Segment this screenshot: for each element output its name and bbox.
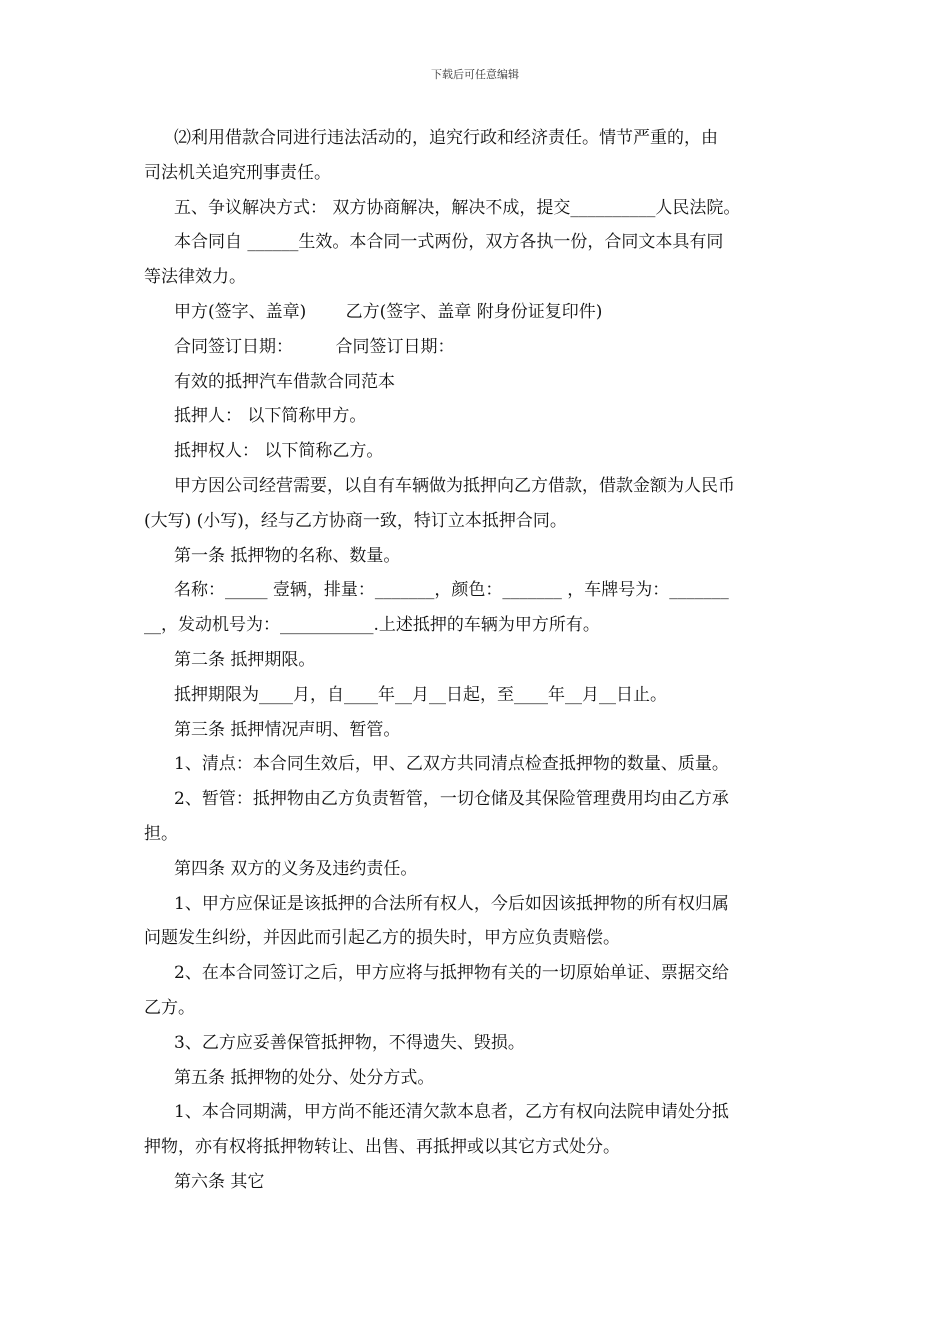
text-line: 第一条 抵押物的名称、数量。	[174, 545, 401, 566]
text-line: 第二条 抵押期限。	[174, 649, 316, 670]
text-line: 第五条 抵押物的处分、处分方式。	[174, 1067, 435, 1088]
text-line: 第六条 其它	[174, 1171, 265, 1192]
text-line: __，发动机号为：___________.上述抵押的车辆为甲方所有。	[144, 615, 600, 636]
text-line: 抵押人： 以下简称甲方。	[174, 406, 367, 427]
text-line: 1、本合同期满，甲方尚不能还清欠款本息者，乙方有权向法院申请处分抵	[174, 1102, 729, 1123]
text-line: 五、争议解决方式： 双方协商解决，解决不成，提交__________人民法院。	[174, 197, 741, 218]
text-line: 乙方。	[144, 997, 195, 1018]
document-body	[144, 121, 806, 1200]
text-line: 2、在本合同签订之后，甲方应将与抵押物有关的一切原始单证、票据交给	[174, 963, 729, 984]
text-line: 名称：_____ 壹辆，排量：_______，颜色：_______ ，车牌号为：_______	[174, 580, 729, 601]
text-line: 3、乙方应妥善保管抵押物，不得遗失、毁损。	[174, 1032, 525, 1053]
text-line: (大写) (小写)，经与乙方协商一致，特订立本抵押合同。	[144, 510, 567, 531]
text-line: 司法机关追究刑事责任。	[144, 162, 331, 183]
text-line: 等法律效力。	[144, 267, 246, 288]
text-line: 2、暂管：抵押物由乙方负责暂管，一切仓储及其保险管理费用均由乙方承	[174, 789, 729, 810]
text-line: 问题发生纠纷，并因此而引起乙方的损失时，甲方应负责赔偿。	[144, 928, 620, 949]
text-line: 抵押权人： 以下简称乙方。	[174, 441, 384, 462]
text-line: 合同签订日期： 合同签订日期：	[174, 336, 455, 357]
text-line: 押物，亦有权将抵押物转让、出售、再抵押或以其它方式处分。	[144, 1137, 620, 1158]
text-line: 抵押期限为____月，自____年__月__日起，至____年__月__日止。	[174, 684, 667, 705]
text-line: 第四条 双方的义务及违约责任。	[174, 858, 418, 879]
text-line: 1、清点：本合同生效后，甲、乙双方共同清点检查抵押物的数量、质量。	[174, 754, 729, 775]
page-header: 下载后可任意编辑	[431, 68, 519, 81]
text-line: ⑵利用借款合同进行违法活动的，追究行政和经济责任。情节严重的，由	[174, 128, 718, 148]
text-line: 甲方(签字、盖章) 乙方(签字、盖章 附身份证复印件)	[174, 301, 603, 322]
text-line: 本合同自 ______生效。本合同一式两份，双方各执一份，合同文本具有同	[174, 232, 724, 253]
text-line: 1、甲方应保证是该抵押的合法所有权人，今后如因该抵押物的所有权归属	[174, 893, 729, 914]
text-line: 有效的抵押汽车借款合同范本	[174, 371, 395, 392]
text-line: 担。	[144, 823, 178, 844]
text-line: 第三条 抵押情况声明、暂管。	[174, 719, 401, 740]
text-line: 甲方因公司经营需要，以自有车辆做为抵押向乙方借款，借款金额为人民币	[174, 475, 735, 496]
